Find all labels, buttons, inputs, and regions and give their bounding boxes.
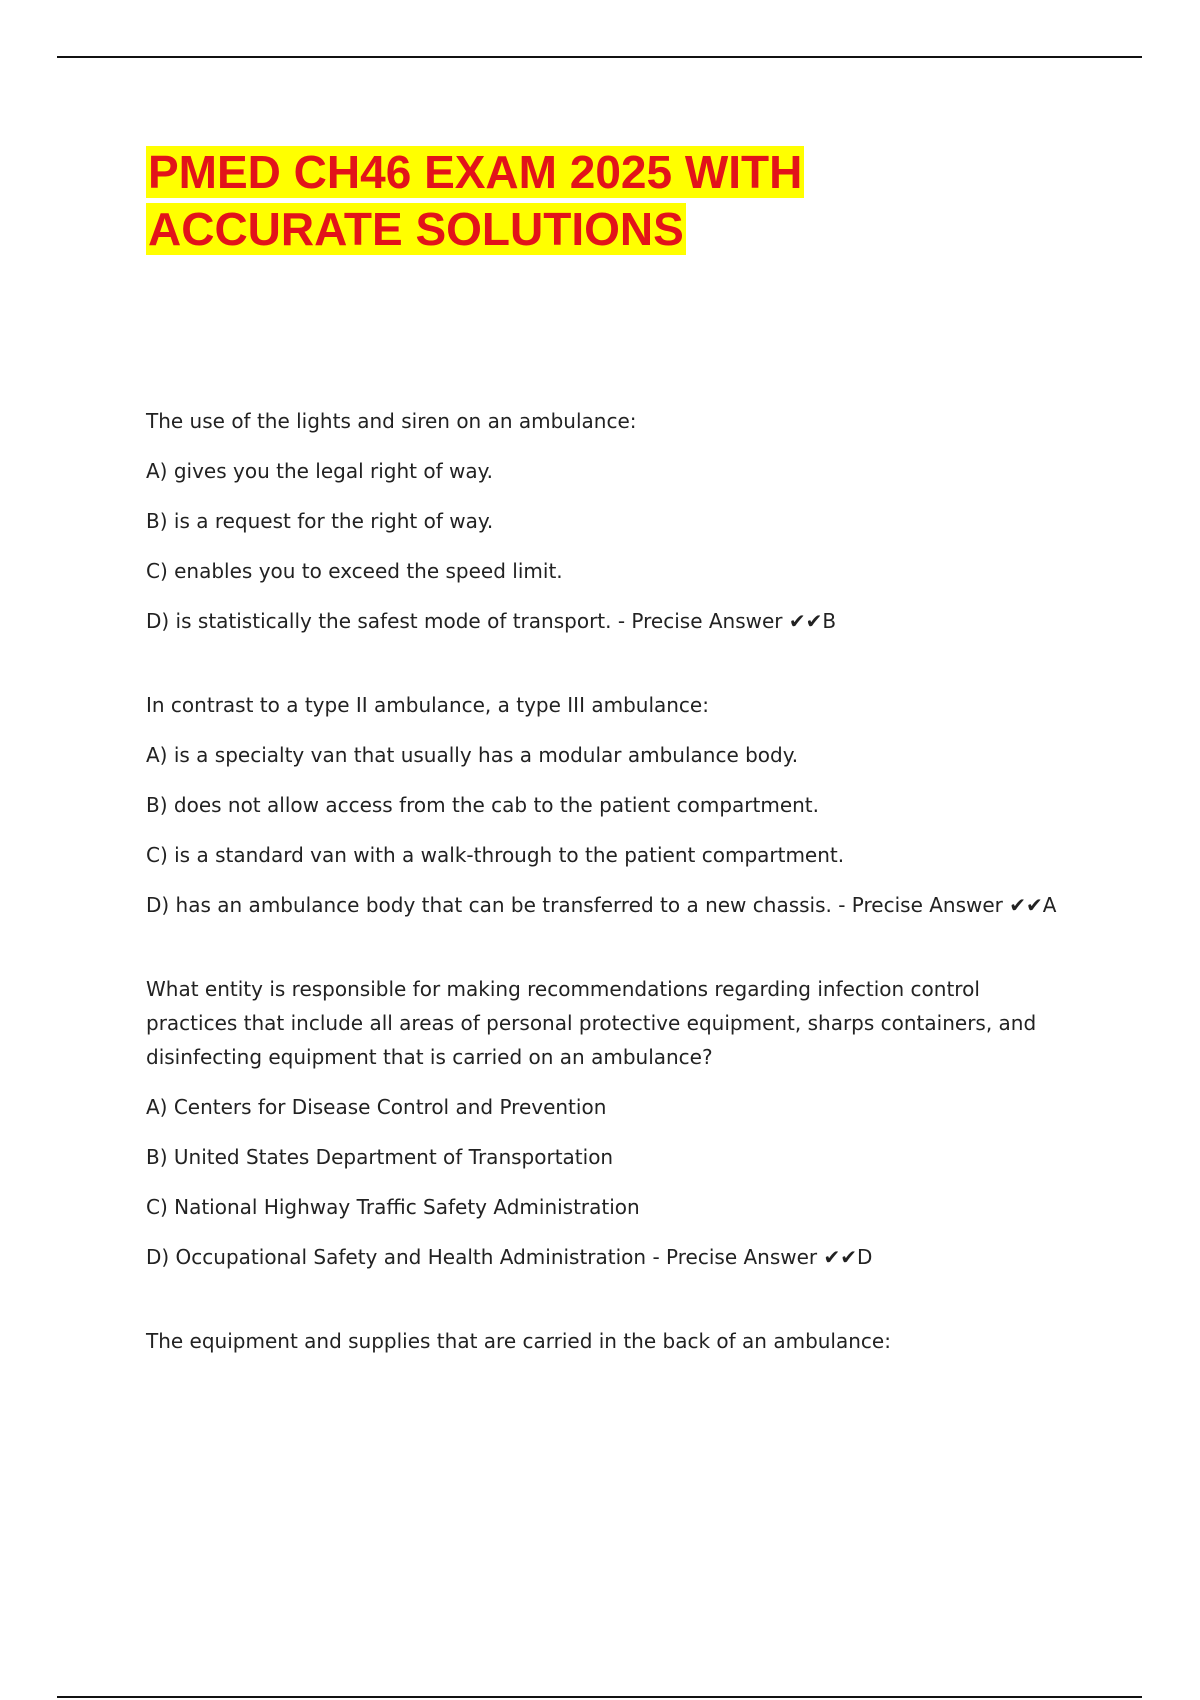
option-d	[146, 1240, 1066, 1274]
option-d-text: D) is statistically the safest mode of transport.	[146, 609, 612, 633]
question-block	[146, 688, 1066, 922]
option-b: B) United States Department of Transportation	[146, 1145, 614, 1169]
answer-value: D	[857, 1245, 873, 1269]
option-b: B) is a request for the right of way.	[146, 509, 494, 533]
option-b: B) does not allow access from the cab to the patient compartment.	[146, 793, 819, 817]
question-text: The use of the lights and siren on an ambulance:	[146, 409, 637, 433]
option-c: C) National Highway Traffic Safety Administration	[146, 1195, 640, 1219]
question-text: In contrast to a type II ambulance, a type III ambulance:	[146, 693, 709, 717]
title-line-1: PMED CH46 EXAM 2025 WITH	[148, 146, 803, 198]
option-d	[146, 888, 1066, 922]
answer-label: - Precise Answer	[617, 609, 783, 633]
option-d-text: D) has an ambulance body that can be transferred to a new chassis.	[146, 893, 832, 917]
question-list	[146, 404, 1066, 1408]
question-text: The equipment and supplies that are carried in the back of an ambulance:	[146, 1329, 891, 1353]
option-a: A) is a specialty van that usually has a modular ambulance body.	[146, 743, 799, 767]
check-icon: ✔✔	[823, 1245, 858, 1269]
question-block	[146, 404, 1066, 638]
answer-value: A	[1042, 893, 1057, 917]
answer-label: - Precise Answer	[838, 893, 1003, 917]
question-text: What entity is responsible for making recommendations regarding infection control practices that include all areas of personal protective equipment, sharps containers, and disinfecting equipment that is carried on an ambulance?	[146, 977, 1037, 1069]
answer-value: B	[822, 609, 837, 633]
check-icon: ✔✔	[1009, 893, 1043, 917]
option-a: A) gives you the legal right of way.	[146, 459, 493, 483]
option-d	[146, 604, 1066, 638]
option-c: C) enables you to exceed the speed limit.	[146, 559, 563, 583]
option-a: A) Centers for Disease Control and Prevention	[146, 1095, 607, 1119]
check-icon: ✔✔	[788, 609, 823, 633]
option-d-text: D) Occupational Safety and Health Administration	[146, 1245, 647, 1269]
header-rule	[57, 56, 1142, 58]
page-title	[146, 144, 1046, 258]
answer-label: - Precise Answer	[652, 1245, 818, 1269]
title-line-2: ACCURATE SOLUTIONS	[148, 203, 684, 255]
question-block	[146, 1324, 1066, 1358]
option-c: C) is a standard van with a walk-through to the patient compartment.	[146, 843, 845, 867]
footer-rule	[57, 1696, 1142, 1698]
question-block	[146, 972, 1066, 1274]
